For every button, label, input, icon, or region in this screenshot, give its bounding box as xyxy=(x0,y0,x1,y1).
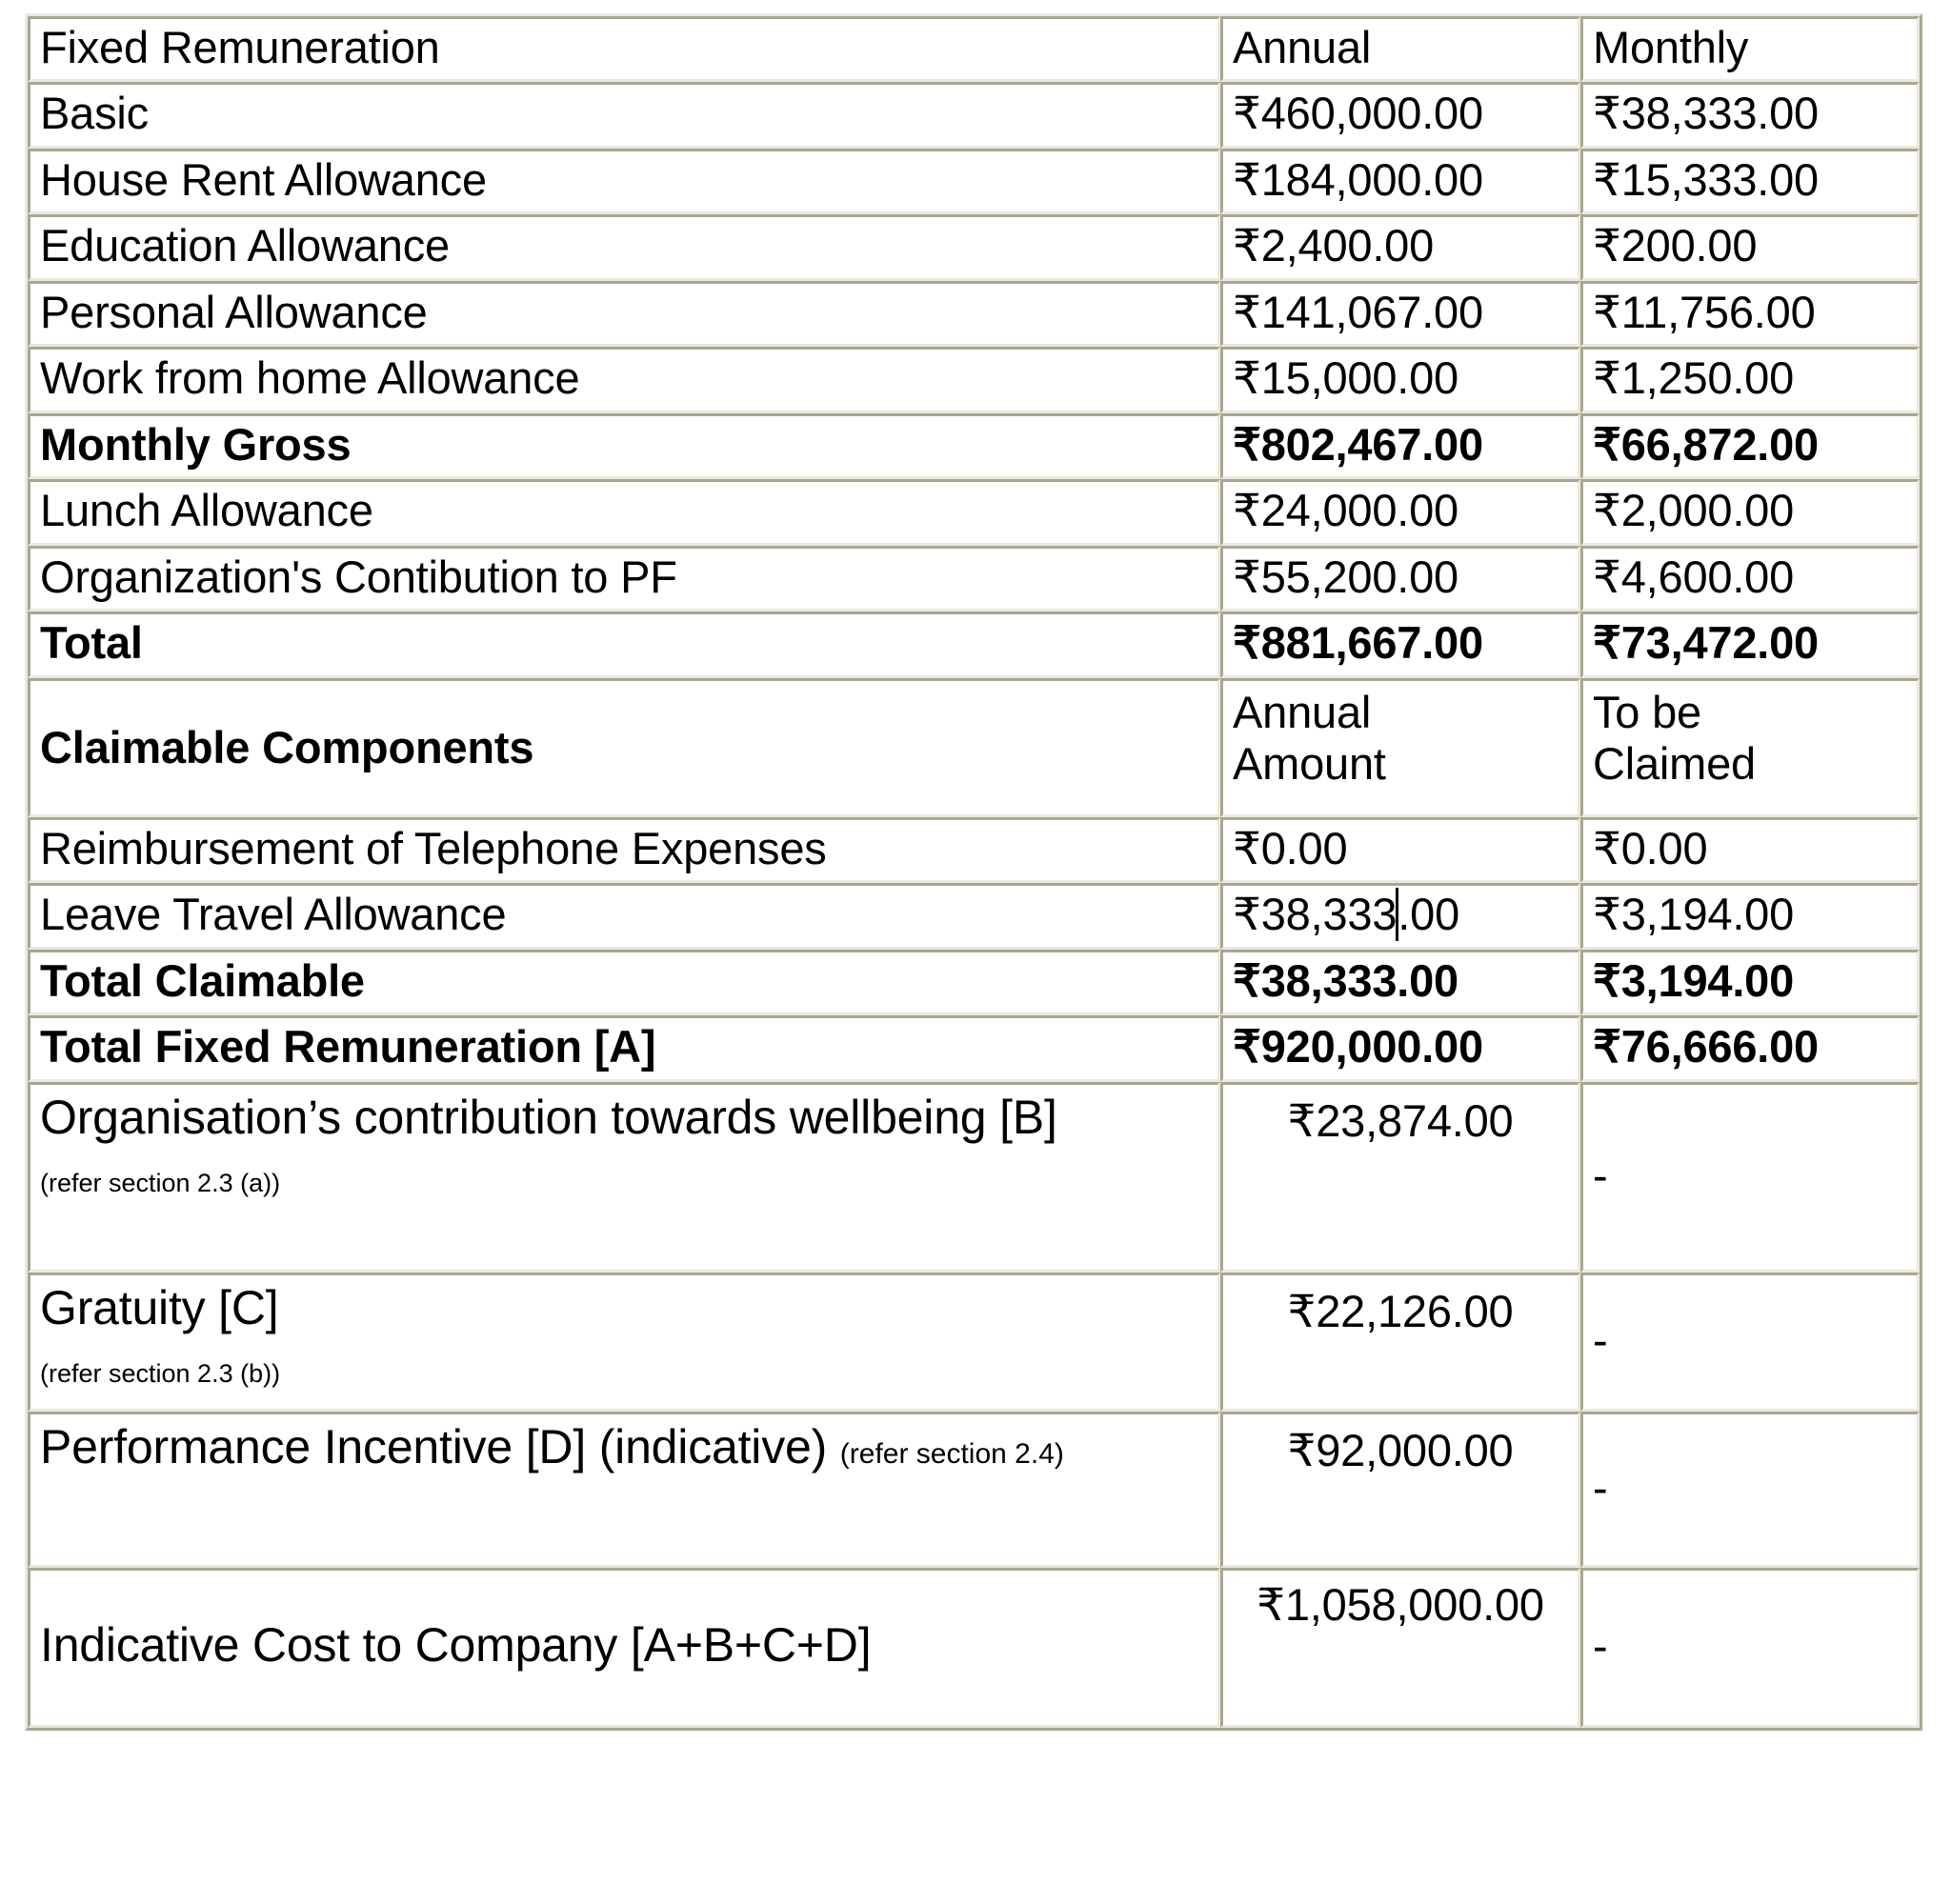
header-label-fixed-remuneration: Fixed Remuneration xyxy=(28,16,1220,82)
row-label-gratuity xyxy=(28,1273,1220,1412)
row-monthly-total-fixed-remuneration[interactable]: ₹76,666.00 xyxy=(1580,1015,1920,1081)
row-monthly-reimbursement-telephone-expenses[interactable]: ₹0.00 xyxy=(1580,817,1920,883)
table-header-row xyxy=(28,16,1920,82)
header-annual-amount-line2: Amount xyxy=(1233,738,1386,790)
row-annual-monthly-gross[interactable]: ₹802,467.00 xyxy=(1220,413,1580,479)
row-annual-performance-incentive[interactable]: ₹92,000.00 xyxy=(1220,1412,1580,1568)
row-label-reimbursement-telephone-expenses: Reimbursement of Telephone Expenses xyxy=(28,817,1220,883)
table-row-total xyxy=(28,611,1920,677)
row-annual-lunch-allowance[interactable]: ₹24,000.00 xyxy=(1220,479,1580,545)
row-monthly-gratuity[interactable]: - xyxy=(1580,1273,1920,1412)
table-row-subtotal xyxy=(28,413,1920,479)
row-label-leave-travel-allowance: Leave Travel Allowance xyxy=(28,883,1220,950)
table-row xyxy=(28,82,1920,148)
row-annual-work-from-home-allowance[interactable]: ₹15,000.00 xyxy=(1220,347,1580,412)
remuneration-table xyxy=(25,13,1922,1731)
table-row-performance-incentive xyxy=(28,1412,1920,1568)
row-label-performance-incentive-text: Performance Incentive [D] (indicative) xyxy=(40,1419,828,1473)
table-row-total-claimable xyxy=(28,950,1920,1015)
row-annual-organization-contribution-pf[interactable]: ₹55,200.00 xyxy=(1220,546,1580,611)
row-label-total-fixed-remuneration: Total Fixed Remuneration [A] xyxy=(28,1015,1220,1081)
row-annual-reimbursement-telephone-expenses[interactable]: ₹0.00 xyxy=(1220,817,1580,883)
row-annual-total-claimable[interactable]: ₹38,333.00 xyxy=(1220,950,1580,1015)
table-row xyxy=(28,214,1920,280)
claimable-components-header-row xyxy=(28,678,1920,817)
row-monthly-organization-contribution-pf[interactable]: ₹4,600.00 xyxy=(1580,546,1920,611)
row-annual-leave-travel-allowance[interactable] xyxy=(1220,883,1580,950)
row-monthly-work-from-home-allowance[interactable]: ₹1,250.00 xyxy=(1580,347,1920,412)
row-annual-personal-allowance[interactable]: ₹141,067.00 xyxy=(1220,281,1580,347)
row-annual-leave-travel-allowance-after-caret: .00 xyxy=(1398,888,1460,939)
row-label-education-allowance: Education Allowance xyxy=(28,214,1220,280)
table-row xyxy=(28,281,1920,347)
table-row-total-fixed-remuneration xyxy=(28,1015,1920,1081)
row-annual-gratuity[interactable]: ₹22,126.00 xyxy=(1220,1273,1580,1412)
row-label-gratuity-text: Gratuity [C] xyxy=(40,1280,279,1334)
header-label-claimable-components: Claimable Components xyxy=(28,678,1220,817)
row-monthly-education-allowance[interactable]: ₹200.00 xyxy=(1580,214,1920,280)
row-label-organization-contribution-pf: Organization's Contibution to PF xyxy=(28,546,1220,611)
row-note-performance-incentive: (refer section 2.4) xyxy=(839,1437,1064,1470)
row-note-wellbeing-contribution: (refer section 2.3 (a)) xyxy=(40,1168,281,1197)
row-label-work-from-home-allowance: Work from home Allowance xyxy=(28,347,1220,412)
row-annual-total[interactable]: ₹881,667.00 xyxy=(1220,611,1580,677)
row-annual-house-rent-allowance[interactable]: ₹184,000.00 xyxy=(1220,149,1580,214)
row-label-indicative-cost-to-company: Indicative Cost to Company [A+B+C+D] xyxy=(28,1568,1220,1728)
table-row xyxy=(28,546,1920,611)
row-annual-education-allowance[interactable]: ₹2,400.00 xyxy=(1220,214,1580,280)
row-label-wellbeing-contribution xyxy=(28,1082,1220,1273)
row-label-monthly-gross: Monthly Gross xyxy=(28,413,1220,479)
row-monthly-basic[interactable]: ₹38,333.00 xyxy=(1580,82,1920,148)
header-annual-amount xyxy=(1220,678,1580,817)
row-monthly-indicative-cost-to-company[interactable]: - xyxy=(1580,1568,1920,1728)
row-monthly-total[interactable]: ₹73,472.00 xyxy=(1580,611,1920,677)
table-row xyxy=(28,817,1920,883)
row-label-total: Total xyxy=(28,611,1220,677)
header-to-be-claimed-line2: Claimed xyxy=(1593,738,1756,790)
header-annual-amount-line1: Annual xyxy=(1233,686,1372,737)
table-row xyxy=(28,149,1920,214)
table-row-gratuity xyxy=(28,1273,1920,1412)
row-label-performance-incentive xyxy=(28,1412,1220,1568)
table-row xyxy=(28,479,1920,545)
header-to-be-claimed xyxy=(1580,678,1920,817)
row-annual-wellbeing-contribution[interactable]: ₹23,874.00 xyxy=(1220,1082,1580,1273)
row-label-house-rent-allowance: House Rent Allowance xyxy=(28,149,1220,214)
row-annual-indicative-cost-to-company[interactable]: ₹1,058,000.00 xyxy=(1220,1568,1580,1728)
row-monthly-total-claimable[interactable]: ₹3,194.00 xyxy=(1580,950,1920,1015)
row-label-personal-allowance: Personal Allowance xyxy=(28,281,1220,347)
row-monthly-personal-allowance[interactable]: ₹11,756.00 xyxy=(1580,281,1920,347)
row-label-basic: Basic xyxy=(28,82,1220,148)
row-monthly-house-rent-allowance[interactable]: ₹15,333.00 xyxy=(1580,149,1920,214)
row-annual-total-fixed-remuneration[interactable]: ₹920,000.00 xyxy=(1220,1015,1580,1081)
row-label-total-claimable: Total Claimable xyxy=(28,950,1220,1015)
header-annual: Annual xyxy=(1220,16,1580,82)
row-monthly-lunch-allowance[interactable]: ₹2,000.00 xyxy=(1580,479,1920,545)
row-monthly-performance-incentive[interactable]: - xyxy=(1580,1412,1920,1568)
row-label-wellbeing-contribution-text: Organisation’s contribution towards wellbeing [B] xyxy=(40,1090,1057,1144)
row-label-lunch-allowance: Lunch Allowance xyxy=(28,479,1220,545)
table-row xyxy=(28,347,1920,412)
row-annual-basic[interactable]: ₹460,000.00 xyxy=(1220,82,1580,148)
header-to-be-claimed-line1: To be xyxy=(1593,686,1701,737)
row-note-gratuity: (refer section 2.3 (b)) xyxy=(40,1358,281,1388)
row-monthly-monthly-gross[interactable]: ₹66,872.00 xyxy=(1580,413,1920,479)
table-row-indicative-cost-to-company xyxy=(28,1568,1920,1728)
table-row xyxy=(28,883,1920,950)
header-monthly: Monthly xyxy=(1580,16,1920,82)
table-row-wellbeing-contribution xyxy=(28,1082,1920,1273)
row-monthly-wellbeing-contribution[interactable]: - xyxy=(1580,1082,1920,1273)
row-monthly-leave-travel-allowance[interactable]: ₹3,194.00 xyxy=(1580,883,1920,950)
row-annual-leave-travel-allowance-before-caret: ₹38,333 xyxy=(1233,888,1398,939)
